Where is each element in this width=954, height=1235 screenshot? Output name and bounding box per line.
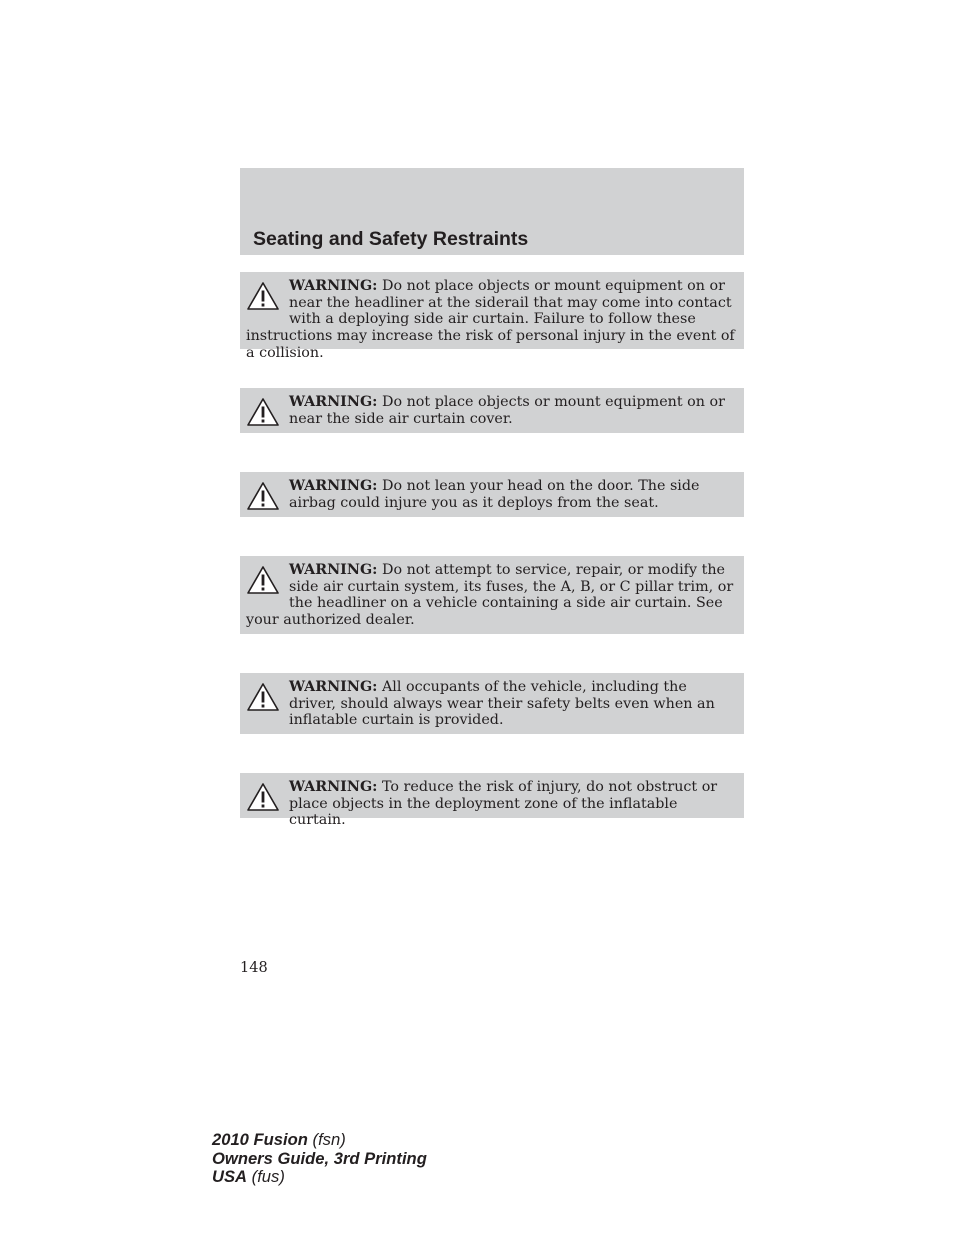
warning-triangle-icon — [246, 281, 280, 311]
warning-label: WARNING: — [289, 478, 378, 494]
warning-box-4 — [240, 556, 744, 634]
warning-triangle-icon — [246, 782, 280, 812]
warning-text: To reduce the risk of injury, do not obstruct or place objects in the deployment zone of the inflatable curtain. — [289, 779, 718, 829]
warning-text: Do not place objects or mount equipment on or near the side air curtain cover. — [289, 394, 725, 427]
warning-triangle-icon — [246, 565, 280, 595]
section-header — [240, 168, 744, 255]
warning-label: WARNING: — [289, 679, 378, 695]
footer-line-2: Owners Guide, 3rd Printing — [212, 1148, 427, 1168]
warning-label: WARNING: — [289, 278, 378, 294]
warning-box-1 — [240, 272, 744, 361]
warning-label: WARNING: — [289, 394, 378, 410]
warning-text: Do not attempt to service, repair, or modify the side air curtain system, its fuses, the A, B, or C pillar trim, or the headliner on a vehicle containing a side air curtain. See your authorized dealer. — [246, 562, 734, 629]
warning-box-2 — [240, 388, 744, 433]
section-title: Seating and Safety Restraints — [253, 228, 529, 250]
footer-line-3 — [212, 1168, 427, 1187]
warning-label: WARNING: — [289, 562, 378, 578]
footer-market: USA — [212, 1167, 248, 1186]
warning-label: WARNING: — [289, 779, 378, 795]
warning-box-3 — [240, 472, 744, 517]
warning-text: Do not place objects or mount equipment on or near the headliner at the siderail that may come into contact with a deploying side air curtain. Failure to follow these instructions may increase the risk of personal injury in the event of a collision. — [246, 278, 735, 361]
footer-market-code: (fus) — [251, 1167, 285, 1186]
warning-box-5 — [240, 673, 744, 734]
warning-box-6 — [240, 773, 744, 829]
footer-model-code: (fsn) — [312, 1130, 346, 1149]
warning-triangle-icon — [246, 682, 280, 712]
footer-model: 2010 Fusion — [212, 1130, 308, 1149]
warning-text: All occupants of the vehicle, including the driver, should always wear their safety belts even when an inflatable curtain is provided. — [289, 679, 715, 729]
footer-line-1 — [212, 1131, 427, 1150]
page-number: 148 — [240, 960, 268, 976]
warning-triangle-icon — [246, 481, 280, 511]
warning-triangle-icon — [246, 397, 280, 427]
footer — [212, 1131, 427, 1187]
warning-text: Do not lean your head on the door. The side airbag could injure you as it deploys from the seat. — [289, 478, 700, 511]
